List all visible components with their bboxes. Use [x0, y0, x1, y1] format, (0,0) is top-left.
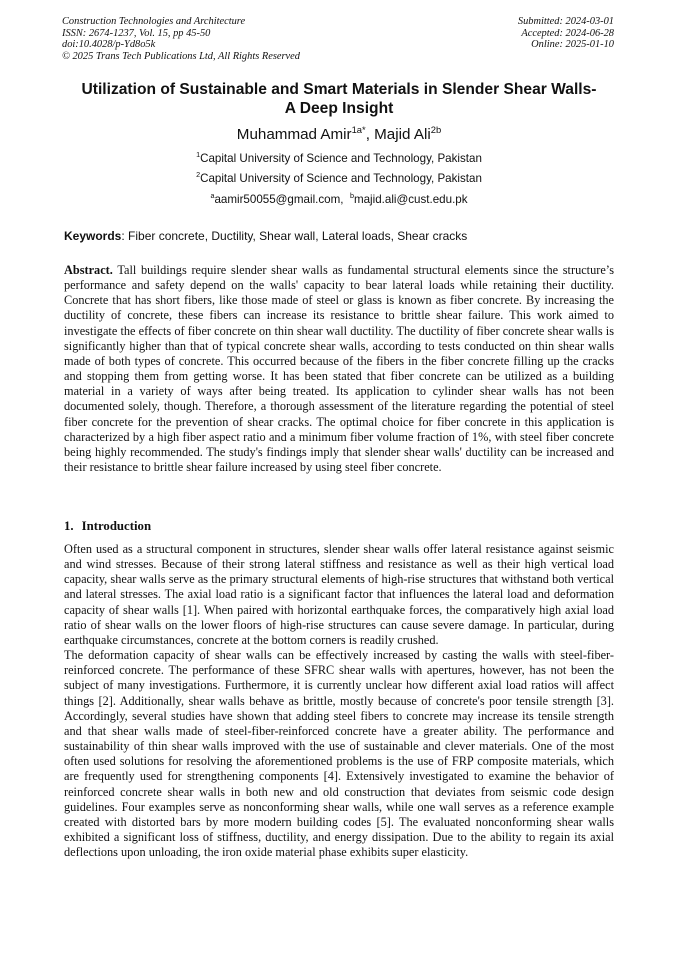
email-b-sup: b [349, 191, 354, 201]
email-b[interactable]: majid.ali@cust.edu.pk [353, 193, 468, 206]
affiliation-2 [0, 172, 678, 186]
abstract-label: Abstract. [64, 263, 113, 277]
author-separator: , [365, 126, 375, 143]
intro-paragraph-2: The deformation capacity of shear walls can be effectively increased by casting the walls with steel-fiber-reinforced concrete. The performance of these SFRC shear walls with apertures, however, has not been the subject of many investigations. Furthermore, it is currently unclear how different axial load ratios will affect things [2]. Additionally, shear walls behave as brittle, mostly because of concrete's poor tensile strength [3]. Accordingly, several studies have shown that adding steel fibers to concrete may increase its tensile strength and that shear walls made of steel-fiber-reinforced concrete have a greater ability. The performance and sustainability of thin shear walls improved with the use of sustainable and clever materials. One of the most often used solutions for resolving the aforementioned problems is the use of FRP composite materials, which are frequently used for strengthening components [4]. Extensively investigated to examine the behavior of reinforced concrete shear walls in both new and old construction that deviates from seismic code design guidelines. Four examples serve as nonconforming shear walls, while one wall serves as a reference example created with distorted bars by more modern building codes [5]. The evaluated nonconforming shear walls exhibited a significant loss of stiffness, ductility, and energy dissipation. Due to the ability to regain its axial deflections upon unloading, the iron oxide material phase exhibits super elasticity. [64, 648, 614, 860]
abstract-text: Tall buildings require slender shear walls as fundamental structural elements since the structure’s performance and safety depend on the walls' capacity to bear lateral loads while retaining their ductility. Concrete that has short fibers, like those made of steel or glass is known as fiber concrete. By increasing the ductility of concrete, these fibers can increase its resistance to brittle shear failure. This work aimed to investigate the effects of fiber concrete on thin shear wall ductility. The ductility of fiber concrete shear walls is significantly higher than that of typical concrete shear walls, according to tests conducted on thin shear walls made of both types of concrete. This occurred because of the fibers in the fiber concrete filling up the cracks and stopping them from getting worse. It has been stated that fiber concrete can be utilized as a building material in a variety of ways after being treated. Its application to cylinder shear walls has not been documented solely, though. Therefore, a thorough assessment of the literature regarding the potential of steel fiber concrete for the prevention of shear cracks. The optimal choice for fiber concrete in this application is characterized by a high fiber aspect ratio and a minimum fiber volume fraction of 1%, with steel fiber concrete being highly recommended. The study's findings imply that slender shear walls' ductility can be increased and their resistance to brittle shear failure increased by using steel fiber concrete. [64, 263, 614, 475]
author-list [0, 123, 678, 144]
affiliation-2-text: Capital University of Science and Technology, Pakistan [200, 172, 482, 185]
author-1-name: Muhammad Amir [236, 126, 352, 143]
journal-header [62, 16, 300, 62]
title-line-1: Utilization of Sustainable and Smart Materials in Slender Shear Walls- [81, 81, 597, 98]
journal-issn: ISSN: 2674-1237, Vol. 15, pp 45-50 [62, 27, 211, 39]
email-a-sup: a [210, 191, 215, 201]
abstract-paragraph [64, 263, 614, 475]
accepted-date: Accepted: 2024-06-28 [521, 27, 614, 39]
author-2-name: Majid Ali [374, 126, 431, 143]
affiliation-1-sup: 1 [196, 150, 201, 160]
section-number: 1. [64, 519, 74, 533]
introduction-body [64, 542, 614, 860]
title-line-2: A Deep Insight [284, 100, 394, 117]
keywords-label: Keywords [64, 229, 122, 243]
affiliation-1-text: Capital University of Science and Technology, Pakistan [200, 152, 482, 165]
dates-header [518, 16, 614, 51]
keywords-text: : Fiber concrete, Ductility, Shear wall, Lateral loads, Shear cracks [121, 229, 468, 243]
online-date: Online: 2025-01-10 [531, 39, 614, 51]
affiliation-1 [0, 152, 678, 166]
journal-doi[interactable]: doi:10.4028/p-Yd8o5k [62, 39, 156, 51]
section-heading-introduction [64, 519, 151, 534]
journal-name: Construction Technologies and Architecture [62, 16, 246, 27]
affiliation-2-sup: 2 [196, 170, 201, 180]
submitted-date: Submitted: 2024-03-01 [517, 16, 614, 27]
keywords-line [64, 229, 467, 243]
email-a[interactable]: aamir50055@gmail.com, [214, 193, 344, 206]
section-title: Introduction [81, 519, 152, 533]
paper-title [40, 80, 638, 118]
author-2-sup: 2b [430, 123, 442, 135]
author-emails [0, 193, 678, 207]
journal-copyright: © 2025 Trans Tech Publications Ltd, All Rights Reserved [62, 50, 300, 62]
intro-paragraph-1: Often used as a structural component in structures, slender shear walls offer lateral resistance against seismic and wind stresses. Because of their strong lateral stiffness and resistance as well as their high vertical load capacity, shear walls serve as the primary structural elements of high-rise structures that withstand both vertical and lateral stresses. The axial load ratio is a significant factor that influences the lateral load and deformation capacity of shear walls [1]. When paired with horizontal earthquake forces, the comparatively high axial load ratio of shear walls on the lower floors of high-rise structures can cause severe damage. In particular, during earthquake circumstances, concrete at the bottom corners is readily crushed. [64, 542, 614, 647]
author-1-sup: 1a* [351, 123, 366, 135]
